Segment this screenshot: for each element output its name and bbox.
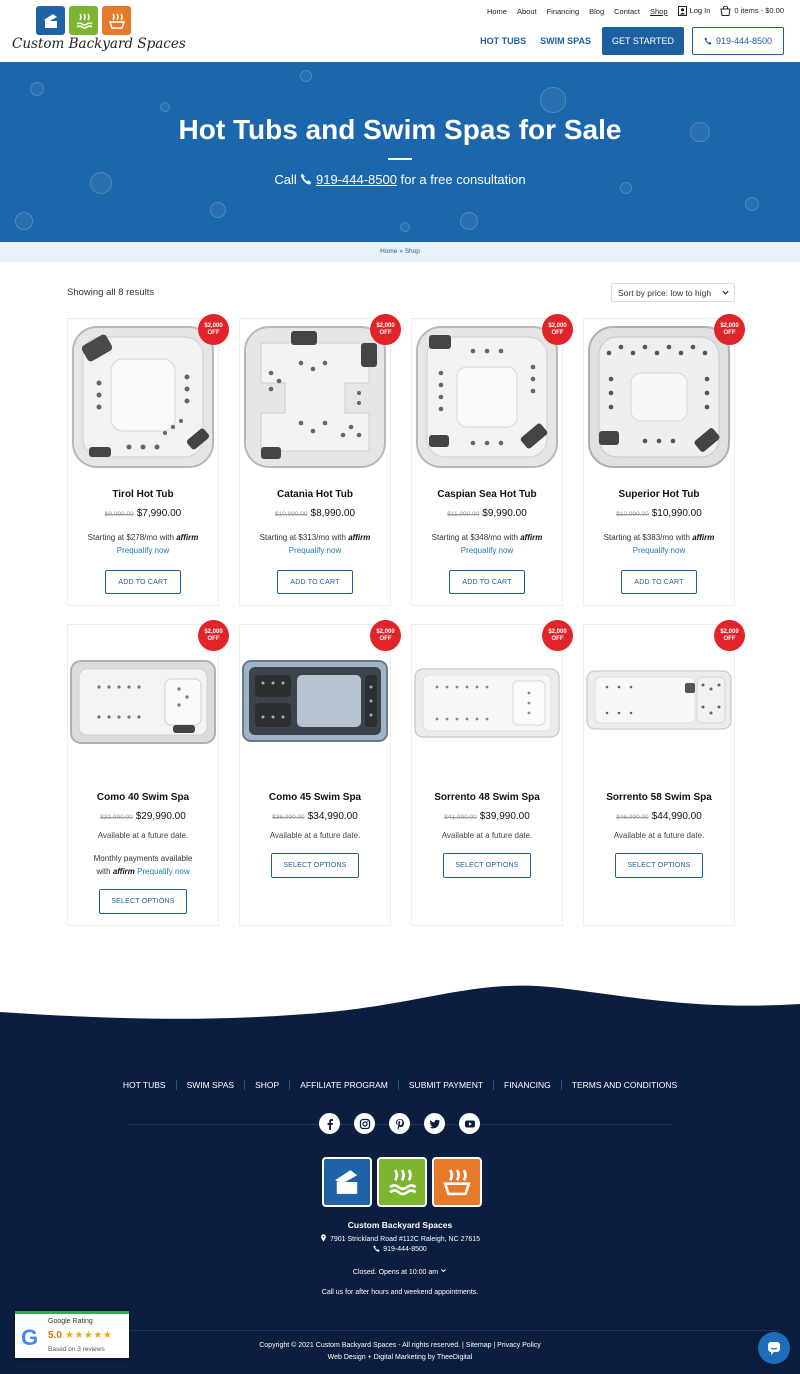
product-name[interactable]: Como 40 Swim Spa [96,792,190,803]
product-card [239,624,395,926]
badge-off: OFF [379,635,392,642]
bubble-decoration [300,70,312,82]
starting-at-label: Starting at [603,533,641,542]
bubble-decoration [745,197,759,211]
google-rating-score: 5.0 [48,1330,62,1341]
footer-nav-financing[interactable]: FINANCING [493,1080,561,1090]
product-price [412,508,562,519]
badge-off: OFF [551,635,564,642]
add-to-cart-button[interactable]: ADD TO CART [277,570,353,594]
product-name[interactable]: Superior Hot Tub [618,489,700,500]
product-image[interactable] [240,657,390,743]
cart-link[interactable] [720,6,784,16]
cart-label: 0 items - $0.00 [734,6,784,15]
badge-amount: $2,000 [720,628,739,635]
hero-consult-label: for a free consultation [400,172,526,187]
financing-info [240,532,390,557]
bubble-decoration [15,212,33,230]
footer-nav-shop[interactable]: SHOP [244,1080,289,1090]
availability-note: Available at a future date. [97,831,189,840]
product-image[interactable] [68,323,218,471]
sale-price: $7,990.00 [136,508,182,519]
bubble-decoration [210,202,226,218]
product-image[interactable] [68,657,218,747]
top-nav [487,6,784,16]
sale-price: $44,990.00 [651,811,702,822]
result-count: Showing all 8 results [67,287,155,298]
sale-badge [370,620,401,651]
financing-info [412,532,562,557]
old-price: $12,990.00 [616,511,649,518]
monthly-price: $383/mo [642,533,674,542]
sale-badge [542,314,573,345]
financing-info [68,532,218,557]
footer-phone[interactable] [0,1245,800,1253]
product-name[interactable]: Sorrento 48 Swim Spa [434,792,540,803]
footer-nav-terms[interactable]: TERMS AND CONDITIONS [561,1080,687,1090]
site-logo[interactable] [12,6,186,58]
old-price: $46,990.00 [616,814,649,821]
hot-tub-image [585,323,733,471]
get-started-button[interactable]: GET STARTED [602,27,684,55]
swim-spa-image [413,665,561,741]
footer-nav-swim-spas[interactable]: SWIM SPAS [176,1080,245,1090]
monthly-price: $278/mo [126,533,158,542]
affirm-logo: affirm [692,533,715,542]
old-price: $10,990.00 [274,511,308,518]
pinterest-icon[interactable] [389,1113,410,1134]
badge-off: OFF [551,329,564,336]
footer-phone-text: 919-444-8500 [383,1246,427,1253]
monthly-price: $348/mo [470,533,502,542]
product-image[interactable] [240,323,390,471]
footer-nav [0,1080,800,1090]
with-label: with [503,533,518,542]
product-card [239,318,395,606]
page-title: Hot Tubs and Swim Spas for Sale [178,114,622,145]
hot-tub-image [69,323,217,471]
product-price [412,811,562,822]
bubble-decoration [30,82,44,96]
product-image[interactable] [584,667,734,733]
chat-icon [766,1340,782,1356]
hot-tub-cover-icon [36,6,65,35]
hero-subtitle [0,172,800,187]
footer-logo[interactable] [322,1157,482,1207]
product-price [68,811,218,822]
badge-off: OFF [379,329,392,336]
availability-note: Available at a future date. [441,831,533,840]
user-icon [678,6,687,16]
footer-address-text: 7901 Strickland Road #112C Raleigh, NC 27615 [329,1236,481,1243]
add-to-cart-button[interactable]: ADD TO CART [449,570,525,594]
prequalify-link[interactable]: Prequalify now [116,545,170,555]
with-label: with [96,866,111,876]
breadcrumb[interactable]: Home » Shop [0,242,800,262]
badge-off: OFF [723,635,736,642]
select-options-button[interactable]: SELECT OPTIONS [99,889,187,914]
topnav-about[interactable]: About [516,6,537,16]
badge-off: OFF [207,329,220,336]
starting-at-label: Starting at [259,533,297,542]
sale-badge [370,314,401,345]
sort-select-value: Sort by price: low to high [618,287,712,298]
nav-swim-spas[interactable]: SWIM SPAS [540,36,591,46]
steam-water-icon [69,6,98,35]
select-options-button[interactable]: SELECT OPTIONS [615,853,703,878]
logo-icons [36,6,131,35]
bubble-decoration [540,87,566,113]
hot-tub-steam-icon [432,1157,482,1207]
chevron-down-icon [721,288,730,297]
affirm-logo: affirm [520,533,543,542]
old-price: $9,990.00 [104,511,134,518]
footer-credit[interactable]: Web Design + Digital Marketing by TheeDigital [327,1354,473,1361]
sale-price: $39,990.00 [479,811,530,822]
badge-amount: $2,000 [548,322,567,329]
badge-amount: $2,000 [376,628,395,635]
footer-address[interactable] [0,1234,800,1243]
monthly-available-label: Monthly payments available [93,854,193,863]
topnav-shop[interactable]: Shop [650,6,668,16]
hot-tub-image [413,323,561,471]
sale-price: $29,990.00 [135,811,186,822]
bubble-decoration [160,102,170,112]
add-to-cart-button[interactable]: ADD TO CART [621,570,697,594]
sort-select[interactable] [611,283,735,302]
sale-price: $10,990.00 [651,508,702,519]
product-image[interactable] [412,665,562,741]
hero-banner [0,62,800,242]
select-options-button[interactable]: SELECT OPTIONS [271,853,359,878]
footer-after-hours: Call us for after hours and weekend appointments. [321,1289,479,1296]
product-price [68,508,218,519]
swim-spa-image [241,657,389,743]
title-divider [388,158,412,160]
prequalify-link[interactable]: Prequalify now [288,545,342,555]
old-price: $11,990.00 [447,511,480,518]
badge-amount: $2,000 [548,628,567,635]
google-rating-label: Google Rating [48,1318,93,1325]
nav-hot-tubs[interactable]: HOT TUBS [480,36,527,46]
steam-water-icon [377,1157,427,1207]
badge-amount: $2,000 [376,322,395,329]
footer-divider [20,1330,780,1331]
monthly-price: $313/mo [298,533,330,542]
phone-icon [300,173,312,185]
footer-copyright: Copyright © 2021 Custom Backyard Spaces - All rights reserved. | Sitemap | Privacy Policy [259,1342,541,1349]
topnav-contact[interactable]: Contact [614,6,640,16]
hot-tub-cover-icon [322,1157,372,1207]
product-card [67,624,223,926]
product-name[interactable]: Tirol Hot Tub [112,489,174,500]
instagram-icon[interactable] [354,1113,375,1134]
footer-company-name: Custom Backyard Spaces [347,1220,453,1230]
bubble-decoration [400,222,410,232]
product-name[interactable]: Catania Hot Tub [277,489,353,500]
prequalify-link[interactable]: Prequalify now [460,545,514,555]
phone-button-label: 919-444-8500 [715,36,773,46]
product-name[interactable]: Como 45 Swim Spa [268,792,362,803]
product-image[interactable] [412,323,562,471]
affirm-logo: affirm [176,533,199,542]
sale-badge [542,620,573,651]
sale-badge [714,620,745,651]
with-label: with [159,533,174,542]
footer-hours-text: Closed. Opens at 10:00 am [352,1269,439,1276]
sale-badge [198,314,229,345]
social-links [319,1113,480,1134]
shopping-bag-icon [720,6,731,16]
affirm-logo: affirm [112,866,135,876]
product-card [583,624,739,926]
swim-spa-image [585,667,733,733]
footer-hours[interactable] [0,1267,800,1276]
hero-call-label: Call [274,172,297,187]
add-to-cart-button[interactable]: ADD TO CART [105,570,181,594]
chat-launcher-button[interactable] [758,1332,790,1364]
login-link[interactable] [678,6,711,16]
footer-nav-submit-payment[interactable]: SUBMIT PAYMENT [398,1080,493,1090]
product-price [240,508,390,519]
hero-phone-link[interactable]: 919-444-8500 [316,172,397,187]
topnav-blog[interactable]: Blog [589,6,605,16]
financing-info [584,532,734,557]
sale-price: $8,990.00 [310,508,356,519]
logo-wordmark: Custom Backyard Spaces [12,36,186,52]
facebook-icon[interactable] [319,1113,340,1134]
product-name[interactable]: Sorrento 58 Swim Spa [606,792,712,803]
sale-price: $9,990.00 [482,508,527,519]
with-label: with [675,533,690,542]
main-nav [477,27,784,55]
login-label: Log In [689,6,711,15]
availability-note: Available at a future date. [613,831,705,840]
youtube-icon[interactable] [459,1113,480,1134]
swim-spa-image [69,657,217,747]
financing-info [68,853,218,878]
twitter-icon[interactable] [424,1113,445,1134]
hot-tub-image [241,323,389,471]
select-options-button[interactable]: SELECT OPTIONS [443,853,531,878]
affirm-logo: affirm [348,533,371,542]
google-rating-widget[interactable] [15,1311,129,1358]
site-header [0,0,800,62]
product-card [411,624,567,926]
sale-badge [714,314,745,345]
topnav-home[interactable]: Home [486,6,507,16]
badge-off: OFF [723,329,736,336]
google-g-icon: G [21,1325,39,1350]
product-price [584,811,734,822]
hot-tub-steam-icon [102,6,131,35]
old-price: $31,990.00 [100,814,133,821]
badge-amount: $2,000 [720,322,739,329]
with-label: with [331,533,346,542]
product-price [584,508,734,519]
old-price: $41,990.00 [444,814,477,821]
starting-at-label: Starting at [87,533,125,542]
map-pin-icon [320,1234,327,1242]
phone-icon [373,1245,380,1252]
old-price: $36,990.00 [272,814,305,821]
google-rating-reviews: Based on 3 reviews [48,1346,105,1353]
product-card [67,318,223,606]
badge-off: OFF [207,635,220,642]
star-rating-icon: ★★★★★ [65,1330,113,1341]
footer-nav-hot-tubs[interactable]: HOT TUBS [122,1080,166,1090]
sale-price: $34,990.00 [307,811,358,822]
availability-note: Available at a future date. [269,831,361,840]
product-name[interactable]: Caspian Sea Hot Tub [437,489,537,500]
phone-button[interactable] [692,27,784,55]
prequalify-link[interactable]: Prequalify now [137,866,190,876]
prequalify-link[interactable]: Prequalify now [632,545,686,555]
chevron-down-icon [440,1267,447,1274]
footer-nav-affiliate[interactable]: AFFILIATE PROGRAM [289,1080,398,1090]
bubble-decoration [460,212,478,230]
product-image[interactable] [584,323,734,471]
topnav-financing[interactable]: Financing [546,6,580,16]
product-price [240,811,390,822]
sale-badge [198,620,229,651]
badge-amount: $2,000 [204,322,223,329]
product-card [583,318,739,606]
starting-at-label: Starting at [431,533,469,542]
phone-icon [704,37,712,45]
product-card [411,318,567,606]
badge-amount: $2,000 [204,628,223,635]
